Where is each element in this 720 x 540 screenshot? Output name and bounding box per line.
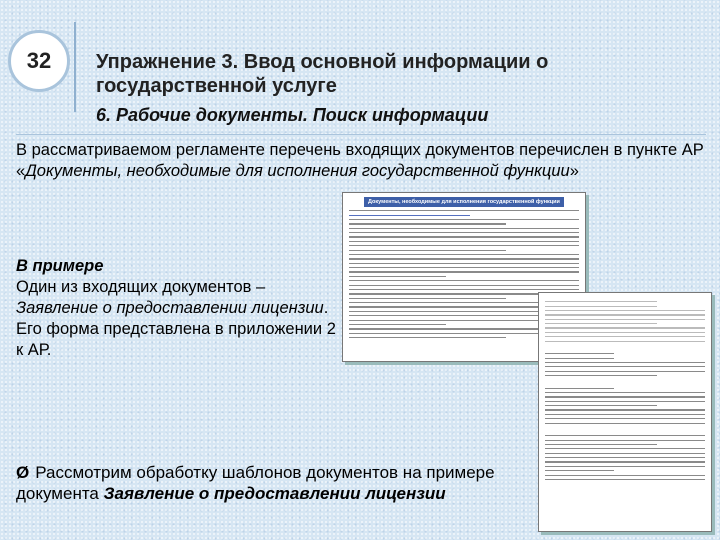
example-heading: В примере: [16, 257, 104, 275]
bottom-emphasis: Заявление о предоставлении лицензии: [103, 484, 446, 503]
slide-number: 32: [26, 48, 52, 73]
intro-end: »: [569, 162, 579, 180]
intro-emphasis: Документы, необходимые для исполнения государственной функции: [25, 162, 570, 180]
example-line1: Один из входящих документов –: [16, 278, 266, 296]
application-form-image: [538, 292, 712, 532]
slide-number-badge: [8, 30, 70, 92]
example-doc-name: Заявление о предоставлении лицензии: [16, 299, 324, 317]
bottom-paragraph: [16, 462, 536, 504]
slide-title: Упражнение 3. Ввод основной информации о государственной услуге: [96, 51, 549, 97]
document-header: Документы, необходимые для исполнения государственной функции: [364, 197, 564, 207]
example-block: [16, 256, 336, 361]
intro-paragraph: [16, 140, 706, 182]
title-divider: [74, 22, 76, 112]
slide-subtitle: 6. Рабочие документы. Поиск информации: [96, 105, 489, 125]
header-rule: [16, 134, 706, 135]
example-line2: . Его форма представлена в приложении 2 к АР.: [16, 299, 336, 359]
arrow-bullet-icon: Ø: [16, 463, 30, 482]
example-body: [16, 298, 336, 361]
bottom-text: Рассмотрим обработку шаблонов документов на примере документа: [16, 463, 495, 503]
intro-text: В рассматриваемом регламенте перечень входящих документов перечислен в пункте АР «: [16, 141, 704, 180]
